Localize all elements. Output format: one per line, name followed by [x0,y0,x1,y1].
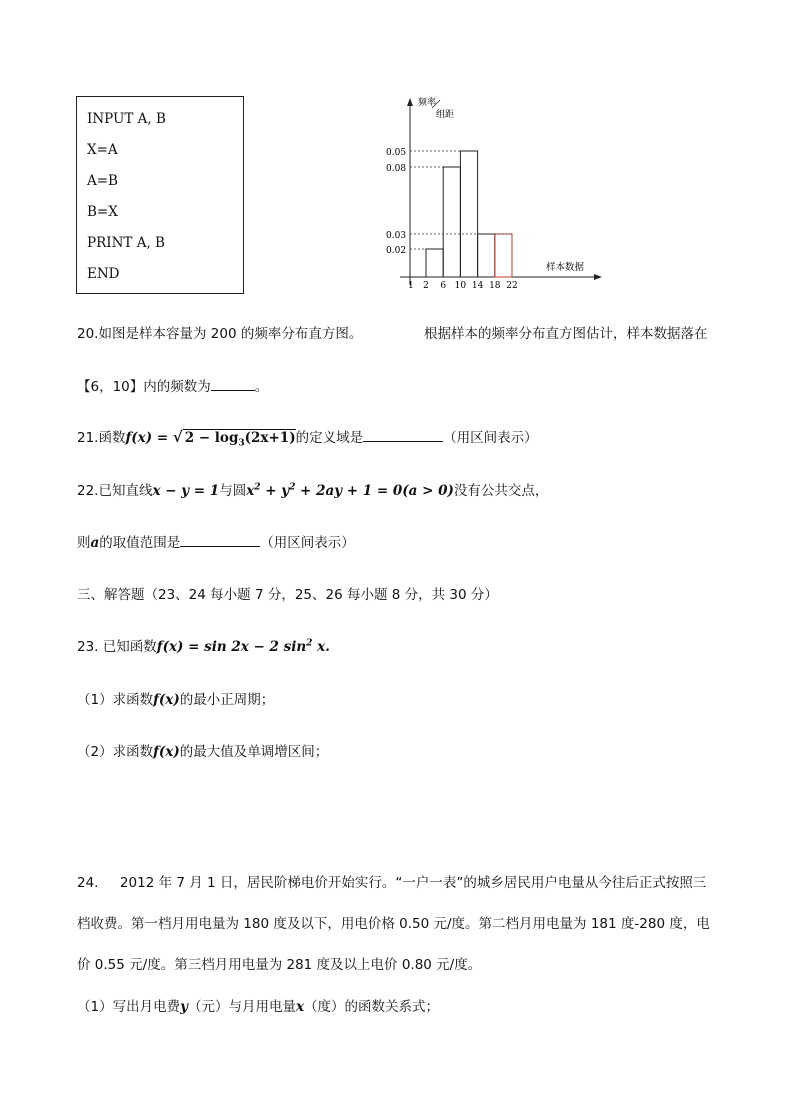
q20-answer-blank[interactable] [211,378,255,391]
q21-eq: = [152,430,173,446]
q23-p1-suffix: 的最小正周期； [179,692,275,708]
x-tick-label: 2 [423,281,429,291]
q23-num: 23. 已知函数 [77,639,157,655]
q23-p2-prefix: （2）求函数 [77,744,154,760]
q22-circle-y: + y [260,483,290,499]
q21-num: 21.函数 [77,430,126,446]
q24-line2: 档收费。第一档月用电量为 180 度及以下，用电价格 0.50 元/度。第二档月用电量为 181 度-280 度，电 [77,916,710,932]
x-tick-label: 6 [440,281,447,291]
y-label-bottom: 组距 [436,110,455,120]
q23-tail: x. [312,639,330,655]
q21-line [77,426,538,449]
q22-a: a [90,535,100,551]
y-tick-label: 0.03 [386,231,407,241]
q22-line-eq: x − y = 1 [152,483,220,499]
program-line: A=B [87,173,118,189]
q21-radicand-text: 2 − log [184,430,239,446]
q21-log-base: 3 [238,438,245,449]
y-tick-label: 0.08 [386,164,407,174]
q24-line3: 价 0.55 元/度。第三档月用电量为 281 度及以上电价 0.80 元/度。 [77,957,482,973]
x-axis-arrow [594,274,602,280]
histogram-bar [478,234,495,277]
q22-hint: （用区间表示） [260,535,355,551]
q24-p1-prefix: （1）写出月电费 [77,999,181,1015]
histogram-bar [495,234,512,277]
q21-log-arg: (2x+1) [244,430,296,446]
q20-line2 [77,375,268,395]
x-tick-label: 22 [506,281,518,291]
q22-answer-blank[interactable] [180,534,260,547]
q23-p2-suffix: 的最大值及单调增区间； [179,744,329,760]
q20-suffix: 。 [254,379,269,395]
frequency-histogram [360,88,610,293]
q21-answer-blank[interactable] [363,429,443,442]
y-tick-label: 0.05 [386,148,407,158]
q23-part2 [77,740,328,760]
q24-part1 [77,995,439,1015]
q22-circle-x: x [246,483,255,499]
q21-hint: （用区间表示） [443,430,538,446]
q22-exp: 2 [289,482,296,493]
q24-p1-mid: （元）与月用电量 [187,999,296,1015]
section-heading: 三、解答题（23、24 每小题 7 分，25、26 每小题 8 分，共 30 分） [77,587,498,603]
program-line: B=X [87,204,118,220]
program-line: X=A [87,142,118,158]
q20-prefix: 【6，10】内的频数为 [77,379,211,395]
q22-exp: 2 [254,482,261,493]
sqrt-sign: √ [172,428,183,446]
x-tick-label: 14 [471,281,484,291]
q22-mid: 与圆 [219,483,247,499]
q22-line2 [77,531,355,551]
q21-after: 的定义域是 [295,430,364,446]
q20-line1-left: 20.如图是样本容量为 200 的频率分布直方图。 [77,326,363,342]
q24-x: x [295,999,305,1015]
x-axis-label: 样本数据 [546,262,585,273]
x-tick-label: 10 [454,281,467,291]
q24-line1: 24. 2012 年 7 月 1 日，居民阶梯电价开始实行。“一户一表”的城乡居民用户电量从今往后正式按照三 [77,875,707,891]
q23-exp: 2 [306,638,313,649]
y-label-top: 频率 [418,98,437,108]
histogram-bar [426,249,443,277]
q23-head [77,635,330,655]
q21-fx: f(x) [125,430,153,446]
q23-p2-fx: f(x) [153,744,180,760]
histogram-bar [443,167,460,277]
q22-prefix: 22.已知直线 [77,483,153,499]
q22-l2-prefix: 则 [77,535,91,551]
program-line: INPUT A, B [87,111,166,127]
histogram-bar [460,151,477,277]
y-axis-arrow [407,98,413,106]
x-tick-label: 18 [489,281,501,291]
q23-p1-fx: f(x) [153,692,180,708]
q21-radicand [183,429,296,449]
program-line: END [87,266,120,282]
program-box [76,96,244,294]
q24-p1-suffix: （度）的函数关系式； [304,999,440,1015]
q22-circle-eq [246,483,454,499]
q23-p1-prefix: （1）求函数 [77,692,154,708]
q23-part1 [77,688,274,708]
q22-suffix: 没有公共交点， [453,483,549,499]
q20-line1-right: 根据样本的频率分布直方图估计，样本数据落在 [424,326,708,342]
q22-l2-mid: 的取值范围是 [99,535,181,551]
q23-fx: f(x) [156,639,184,655]
q22-line1 [77,479,548,499]
y-tick-label: 0.02 [386,246,407,256]
q23-eq: = sin 2x − 2 sin [183,639,307,655]
q22-circle-rest: + 2ay + 1 = 0(a > 0) [295,483,454,499]
origin-label: 1 [408,281,414,291]
q24-y: y [180,999,188,1015]
program-line: PRINT A, B [87,235,165,251]
